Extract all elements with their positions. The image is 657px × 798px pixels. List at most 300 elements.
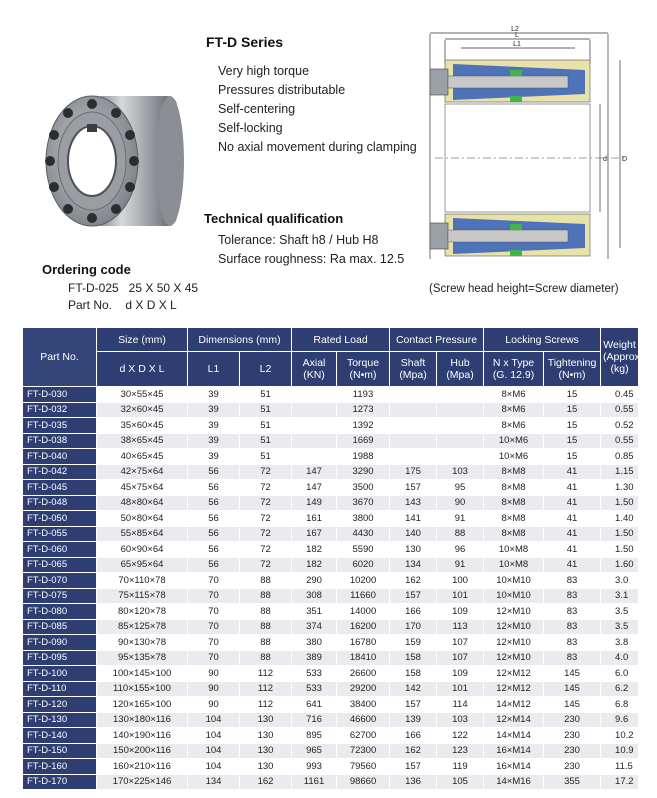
l2-cell: 51 — [240, 433, 292, 449]
screw-type-cell: 8×M8 — [484, 526, 544, 542]
header-hub: Hub (Mpa) — [437, 352, 484, 387]
shaft-cell: 130 — [390, 542, 437, 558]
l2-cell: 72 — [240, 511, 292, 527]
header-axial: Axial (KN) — [292, 352, 337, 387]
part-no-cell: FT-D-060 — [23, 542, 97, 558]
l2-cell: 72 — [240, 464, 292, 480]
l2-cell: 88 — [240, 604, 292, 620]
tightening-cell: 41 — [544, 464, 601, 480]
weight-cell: 6.2 — [601, 681, 639, 697]
size-cell: 170×225×146 — [97, 774, 188, 790]
screw-type-cell: 10×M10 — [484, 588, 544, 604]
part-no-cell: FT-D-090 — [23, 635, 97, 651]
axial-cell: 533 — [292, 681, 337, 697]
torque-cell: 3800 — [337, 511, 390, 527]
torque-cell: 1273 — [337, 402, 390, 418]
screw-type-cell: 12×M10 — [484, 619, 544, 635]
tightening-cell: 41 — [544, 480, 601, 496]
product-photo — [30, 80, 200, 250]
l1-cell: 39 — [188, 449, 240, 465]
dim-l-label: L — [515, 32, 519, 39]
axial-cell — [292, 418, 337, 434]
tightening-cell: 41 — [544, 542, 601, 558]
l2-cell: 72 — [240, 542, 292, 558]
screw-type-cell: 8×M6 — [484, 402, 544, 418]
part-no-cell: FT-D-030 — [23, 387, 97, 403]
part-no-cell: FT-D-110 — [23, 681, 97, 697]
axial-cell: 895 — [292, 728, 337, 744]
cross-section-drawing — [425, 24, 640, 264]
tightening-cell: 145 — [544, 666, 601, 682]
part-no-cell: FT-D-150 — [23, 743, 97, 759]
weight-cell: 1.50 — [601, 495, 639, 511]
shaft-cell: 141 — [390, 511, 437, 527]
l2-cell: 72 — [240, 495, 292, 511]
shaft-cell: 166 — [390, 728, 437, 744]
table-row — [23, 449, 639, 465]
l1-cell: 104 — [188, 728, 240, 744]
torque-cell: 14000 — [337, 604, 390, 620]
size-cell: 65×95×64 — [97, 557, 188, 573]
weight-cell: 1.15 — [601, 464, 639, 480]
weight-cell: 0.55 — [601, 433, 639, 449]
dim-l2-label: L2 — [511, 26, 519, 33]
series-title: FT-D Series — [206, 34, 284, 50]
torque-cell: 38400 — [337, 697, 390, 713]
axial-cell: 167 — [292, 526, 337, 542]
shaft-cell — [390, 433, 437, 449]
shaft-cell: 170 — [390, 619, 437, 635]
tightening-cell: 83 — [544, 588, 601, 604]
tightening-cell: 83 — [544, 650, 601, 666]
weight-cell: 17.2 — [601, 774, 639, 790]
hub-cell: 109 — [437, 666, 484, 682]
shaft-cell: 157 — [390, 759, 437, 775]
l1-cell: 70 — [188, 573, 240, 589]
axial-cell — [292, 402, 337, 418]
hub-cell: 95 — [437, 480, 484, 496]
l2-cell: 51 — [240, 418, 292, 434]
weight-cell: 3.0 — [601, 573, 639, 589]
tightening-cell: 145 — [544, 697, 601, 713]
l1-cell: 104 — [188, 759, 240, 775]
weight-cell: 1.30 — [601, 480, 639, 496]
ordering-lines — [68, 280, 198, 314]
axial-cell: 182 — [292, 557, 337, 573]
weight-cell: 0.52 — [601, 418, 639, 434]
header-l1: L1 — [188, 352, 240, 387]
torque-cell: 18410 — [337, 650, 390, 666]
shaft-cell: 159 — [390, 635, 437, 651]
size-cell: 110×155×100 — [97, 681, 188, 697]
tightening-cell: 355 — [544, 774, 601, 790]
hub-cell — [437, 449, 484, 465]
weight-cell: 6.0 — [601, 666, 639, 682]
shaft-cell: 143 — [390, 495, 437, 511]
l1-cell: 56 — [188, 542, 240, 558]
torque-cell: 1392 — [337, 418, 390, 434]
part-no-cell: FT-D-170 — [23, 774, 97, 790]
part-no-cell: FT-D-095 — [23, 650, 97, 666]
size-cell: 60×90×64 — [97, 542, 188, 558]
l2-cell: 112 — [240, 666, 292, 682]
torque-cell: 26600 — [337, 666, 390, 682]
hub-cell: 119 — [437, 759, 484, 775]
l1-cell: 39 — [188, 402, 240, 418]
torque-cell: 62700 — [337, 728, 390, 744]
size-cell: 42×75×64 — [97, 464, 188, 480]
l1-cell: 104 — [188, 743, 240, 759]
header-shaft: Shaft (Mpa) — [390, 352, 437, 387]
l1-cell: 39 — [188, 418, 240, 434]
feature-item: Pressures distributable — [218, 83, 346, 97]
header-size: Size (mm) — [97, 328, 188, 352]
hub-cell: 90 — [437, 495, 484, 511]
l2-cell: 51 — [240, 449, 292, 465]
shaft-cell: 134 — [390, 557, 437, 573]
l1-cell: 134 — [188, 774, 240, 790]
torque-cell: 10200 — [337, 573, 390, 589]
technical-list — [218, 231, 404, 269]
dim-d-label: d — [603, 156, 607, 163]
table-row — [23, 495, 639, 511]
torque-cell: 16780 — [337, 635, 390, 651]
axial-cell — [292, 449, 337, 465]
shaft-cell — [390, 387, 437, 403]
size-cell: 75×115×78 — [97, 588, 188, 604]
l1-cell: 56 — [188, 511, 240, 527]
part-no-cell: FT-D-048 — [23, 495, 97, 511]
screw-type-cell: 8×M6 — [484, 418, 544, 434]
torque-cell: 3290 — [337, 464, 390, 480]
l1-cell: 70 — [188, 650, 240, 666]
size-cell: 95×135×78 — [97, 650, 188, 666]
weight-cell: 10.9 — [601, 743, 639, 759]
hub-cell: 122 — [437, 728, 484, 744]
header-locking-screws: Locking Screws — [484, 328, 601, 352]
table-row — [23, 402, 639, 418]
shaft-cell — [390, 449, 437, 465]
tightening-cell: 15 — [544, 433, 601, 449]
hub-cell: 109 — [437, 604, 484, 620]
weight-cell: 1.60 — [601, 557, 639, 573]
feature-item: Self-locking — [218, 121, 283, 135]
table-row — [23, 433, 639, 449]
hub-cell: 88 — [437, 526, 484, 542]
axial-cell: 533 — [292, 666, 337, 682]
l2-cell: 88 — [240, 573, 292, 589]
header-rated-load: Rated Load — [292, 328, 390, 352]
tightening-cell: 41 — [544, 557, 601, 573]
l2-cell: 88 — [240, 588, 292, 604]
l2-cell: 130 — [240, 759, 292, 775]
header-weight: Weight (Approx.) (kg) — [601, 328, 639, 387]
size-cell: 100×145×100 — [97, 666, 188, 682]
tightening-cell: 83 — [544, 573, 601, 589]
feature-item: No axial movement during clamping — [218, 140, 417, 154]
screw-type-cell: 8×M8 — [484, 480, 544, 496]
shaft-cell: 162 — [390, 743, 437, 759]
screw-type-cell: 14×M12 — [484, 697, 544, 713]
table-row — [23, 588, 639, 604]
tightening-cell: 230 — [544, 712, 601, 728]
size-cell: 40×65×45 — [97, 449, 188, 465]
table-row — [23, 573, 639, 589]
table-row — [23, 728, 639, 744]
axial-cell: 380 — [292, 635, 337, 651]
l2-cell: 72 — [240, 480, 292, 496]
table-row — [23, 774, 639, 790]
tightening-cell: 41 — [544, 511, 601, 527]
tightening-cell: 15 — [544, 387, 601, 403]
weight-cell: 9.6 — [601, 712, 639, 728]
table-row — [23, 712, 639, 728]
tightening-cell: 15 — [544, 418, 601, 434]
shaft-cell: 157 — [390, 697, 437, 713]
l2-cell: 72 — [240, 526, 292, 542]
size-cell: 150×200×116 — [97, 743, 188, 759]
technical-item: Surface roughness: Ra max. 12.5 — [218, 252, 405, 266]
l2-cell: 162 — [240, 774, 292, 790]
shaft-cell: 162 — [390, 573, 437, 589]
screw-type-cell: 12×M10 — [484, 604, 544, 620]
l2-cell: 88 — [240, 619, 292, 635]
hub-cell: 123 — [437, 743, 484, 759]
part-no-cell: FT-D-120 — [23, 697, 97, 713]
l1-cell: 90 — [188, 666, 240, 682]
size-cell: 35×60×45 — [97, 418, 188, 434]
screw-type-cell: 10×M10 — [484, 573, 544, 589]
tightening-cell: 83 — [544, 619, 601, 635]
hub-cell: 91 — [437, 557, 484, 573]
table-row — [23, 387, 639, 403]
axial-cell: 1161 — [292, 774, 337, 790]
l1-cell: 56 — [188, 464, 240, 480]
table-row — [23, 681, 639, 697]
table-row — [23, 759, 639, 775]
screw-type-cell: 8×M8 — [484, 495, 544, 511]
screw-type-cell: 12×M10 — [484, 650, 544, 666]
tightening-cell: 83 — [544, 635, 601, 651]
tightening-cell: 145 — [544, 681, 601, 697]
l2-cell: 112 — [240, 681, 292, 697]
tightening-cell: 15 — [544, 449, 601, 465]
header-nxtype: N x Type (G. 12.9) — [484, 352, 544, 387]
size-cell: 48×80×64 — [97, 495, 188, 511]
hub-cell: 105 — [437, 774, 484, 790]
torque-cell: 5590 — [337, 542, 390, 558]
header-l2: L2 — [240, 352, 292, 387]
torque-cell: 1988 — [337, 449, 390, 465]
torque-cell: 11660 — [337, 588, 390, 604]
weight-cell: 3.8 — [601, 635, 639, 651]
shaft-cell: 142 — [390, 681, 437, 697]
weight-cell: 10.2 — [601, 728, 639, 744]
dim-l1-label: L1 — [513, 41, 521, 48]
axial-cell: 389 — [292, 650, 337, 666]
screw-type-cell: 10×M6 — [484, 449, 544, 465]
torque-cell: 4430 — [337, 526, 390, 542]
part-no-cell: FT-D-055 — [23, 526, 97, 542]
hub-cell — [437, 402, 484, 418]
torque-cell: 72300 — [337, 743, 390, 759]
size-cell: 55×85×64 — [97, 526, 188, 542]
technical-title: Technical qualification — [204, 211, 344, 226]
part-no-cell: FT-D-080 — [23, 604, 97, 620]
part-no-cell: FT-D-045 — [23, 480, 97, 496]
feature-list — [218, 62, 417, 157]
shaft-cell — [390, 402, 437, 418]
part-no-cell: FT-D-130 — [23, 712, 97, 728]
table-row — [23, 666, 639, 682]
part-no-cell: FT-D-042 — [23, 464, 97, 480]
hub-cell: 101 — [437, 681, 484, 697]
l1-cell: 56 — [188, 557, 240, 573]
screw-type-cell: 12×M12 — [484, 681, 544, 697]
table-row — [23, 557, 639, 573]
l2-cell: 88 — [240, 650, 292, 666]
axial-cell: 149 — [292, 495, 337, 511]
axial-cell: 993 — [292, 759, 337, 775]
hub-cell: 100 — [437, 573, 484, 589]
weight-cell: 3.1 — [601, 588, 639, 604]
axial-cell: 308 — [292, 588, 337, 604]
table-row — [23, 697, 639, 713]
weight-cell: 1.40 — [601, 511, 639, 527]
axial-cell: 290 — [292, 573, 337, 589]
weight-cell: 11.5 — [601, 759, 639, 775]
axial-cell: 351 — [292, 604, 337, 620]
l1-cell: 70 — [188, 619, 240, 635]
weight-cell: 3.5 — [601, 604, 639, 620]
shaft-cell: 166 — [390, 604, 437, 620]
l1-cell: 90 — [188, 697, 240, 713]
tightening-cell: 41 — [544, 495, 601, 511]
tightening-cell: 15 — [544, 402, 601, 418]
part-no-cell: FT-D-038 — [23, 433, 97, 449]
table-row — [23, 511, 639, 527]
l1-cell: 56 — [188, 526, 240, 542]
axial-cell: 182 — [292, 542, 337, 558]
part-no-cell: FT-D-065 — [23, 557, 97, 573]
table-row — [23, 464, 639, 480]
l1-cell: 39 — [188, 433, 240, 449]
weight-cell: 6.8 — [601, 697, 639, 713]
l1-cell: 39 — [188, 387, 240, 403]
l1-cell: 56 — [188, 480, 240, 496]
torque-cell: 29200 — [337, 681, 390, 697]
l2-cell: 130 — [240, 743, 292, 759]
part-no-cell: FT-D-040 — [23, 449, 97, 465]
hub-cell: 91 — [437, 511, 484, 527]
size-cell: 32×60×45 — [97, 402, 188, 418]
screw-type-cell: 12×M14 — [484, 712, 544, 728]
header-size-sub: d X D X L — [97, 352, 188, 387]
dim-big-d-label: D — [622, 156, 628, 163]
shaft-cell: 136 — [390, 774, 437, 790]
axial-cell: 641 — [292, 697, 337, 713]
part-no-cell: FT-D-032 — [23, 402, 97, 418]
hub-cell: 103 — [437, 712, 484, 728]
header-tightening: Tightening (N•m) — [544, 352, 601, 387]
tightening-cell: 230 — [544, 759, 601, 775]
l2-cell: 51 — [240, 387, 292, 403]
shaft-cell: 157 — [390, 480, 437, 496]
size-cell: 160×210×116 — [97, 759, 188, 775]
shaft-cell: 158 — [390, 650, 437, 666]
part-no-cell: FT-D-140 — [23, 728, 97, 744]
part-no-cell: FT-D-160 — [23, 759, 97, 775]
header-part-no: Part No. — [23, 328, 97, 387]
part-no-cell: FT-D-075 — [23, 588, 97, 604]
torque-cell: 1193 — [337, 387, 390, 403]
screw-type-cell: 8×M8 — [484, 511, 544, 527]
screw-type-cell: 16×M14 — [484, 743, 544, 759]
size-cell: 85×125×78 — [97, 619, 188, 635]
feature-item: Self-centering — [218, 102, 296, 116]
l2-cell: 130 — [240, 728, 292, 744]
l1-cell: 104 — [188, 712, 240, 728]
table-row — [23, 480, 639, 496]
hub-cell — [437, 433, 484, 449]
axial-cell: 374 — [292, 619, 337, 635]
shaft-cell: 175 — [390, 464, 437, 480]
hub-cell: 107 — [437, 650, 484, 666]
size-cell: 50×80×64 — [97, 511, 188, 527]
size-cell: 120×165×100 — [97, 697, 188, 713]
weight-cell: 1.50 — [601, 526, 639, 542]
size-cell: 38×65×45 — [97, 433, 188, 449]
size-cell: 90×130×78 — [97, 635, 188, 651]
l2-cell: 88 — [240, 635, 292, 651]
l1-cell: 56 — [188, 495, 240, 511]
part-no-cell: FT-D-085 — [23, 619, 97, 635]
size-cell: 30×55×45 — [97, 387, 188, 403]
weight-cell: 0.55 — [601, 402, 639, 418]
screw-type-cell: 10×M6 — [484, 433, 544, 449]
screw-type-cell: 12×M10 — [484, 635, 544, 651]
part-no-cell: FT-D-100 — [23, 666, 97, 682]
torque-cell: 16200 — [337, 619, 390, 635]
size-cell: 70×110×78 — [97, 573, 188, 589]
size-cell: 45×75×64 — [97, 480, 188, 496]
hub-cell — [437, 387, 484, 403]
part-no-cell: FT-D-070 — [23, 573, 97, 589]
l1-cell: 90 — [188, 681, 240, 697]
part-no-cell: FT-D-035 — [23, 418, 97, 434]
spec-table-body — [23, 387, 639, 790]
hub-cell: 96 — [437, 542, 484, 558]
table-row — [23, 635, 639, 651]
technical-item: Tolerance: Shaft h8 / Hub H8 — [218, 233, 379, 247]
table-row — [23, 619, 639, 635]
shaft-cell — [390, 418, 437, 434]
shaft-cell: 158 — [390, 666, 437, 682]
table-row — [23, 418, 639, 434]
table-row — [23, 650, 639, 666]
feature-item: Very high torque — [218, 64, 310, 78]
tightening-cell: 230 — [544, 743, 601, 759]
hub-cell: 114 — [437, 697, 484, 713]
screw-type-cell: 8×M8 — [484, 464, 544, 480]
screw-note: (Screw head height=Screw diameter) — [429, 283, 619, 295]
shaft-cell: 157 — [390, 588, 437, 604]
axial-cell: 147 — [292, 480, 337, 496]
l1-cell: 70 — [188, 588, 240, 604]
torque-cell: 46600 — [337, 712, 390, 728]
table-row — [23, 542, 639, 558]
screw-type-cell: 14×M14 — [484, 728, 544, 744]
